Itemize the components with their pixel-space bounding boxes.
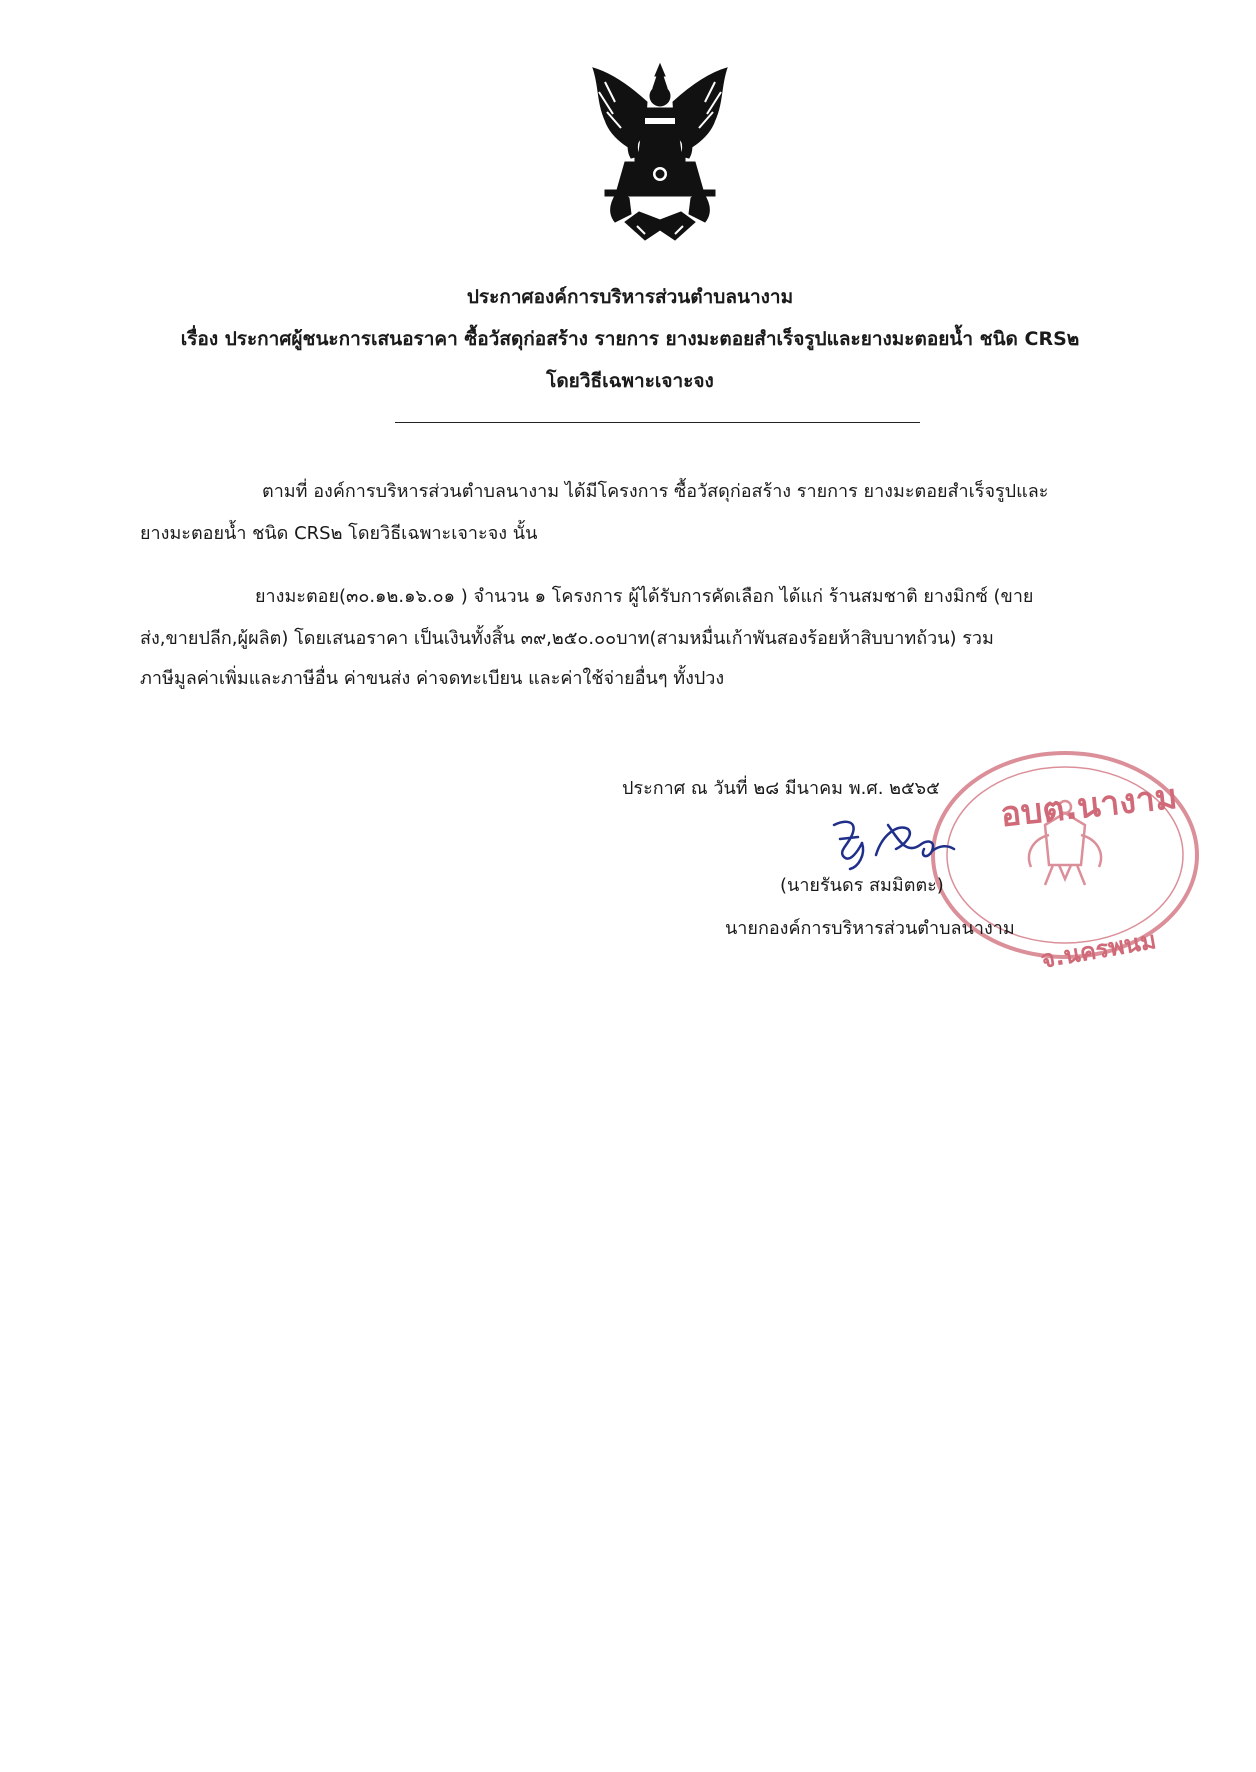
heading-divider: [395, 422, 920, 423]
body-paragraph-2-line-2: ส่ง,ขายปลีก,ผู้ผลิต) โดยเสนอราคา เป็นเงินทั้งสิ้น ๓๙,๒๕๐.๐๐บาท(สามหมื่นเก้าพันสองร้อยห้าสิบบาทถ้วน) รวม: [140, 628, 994, 649]
announcement-method: โดยวิธีเฉพาะเจาะจง: [546, 370, 714, 392]
announcement-title: ประกาศองค์การบริหารส่วนตำบลนางาม: [466, 286, 794, 308]
garuda-emblem-icon: [585, 62, 735, 242]
signatory-title: นายกองค์การบริหารส่วนตำบลนางาม: [725, 918, 1015, 939]
body-paragraph-2-line-3: ภาษีมูลค่าเพิ่มและภาษีอื่น ค่าขนส่ง ค่าจดทะเบียน และค่าใช้จ่ายอื่นๆ ทั้งปวง: [140, 668, 725, 689]
stamp-bottom-text: จ.นครพนม: [1038, 926, 1159, 974]
announcement-subject: เรื่อง ประกาศผู้ชนะการเสนอราคา ซื้อวัสดุก่อสร้าง รายการ ยางมะตอยสำเร็จรูปและยางมะตอยน้ำ ชนิด CRS๒: [180, 328, 1080, 350]
announcement-date: ประกาศ ณ วันที่ ๒๘ มีนาคม พ.ศ. ๒๕๖๕: [622, 778, 940, 799]
signatory-name: (นายรันดร สมมิตตะ): [780, 875, 944, 896]
stamp-top-text: อบต.นางาม: [998, 776, 1180, 836]
body-paragraph-1-line-2: ยางมะตอยน้ำ ชนิด CRS๒ โดยวิธีเฉพาะเจาะจง นั้น: [140, 523, 538, 544]
body-paragraph-1-line-1: ตามที่ องค์การบริหารส่วนตำบลนางาม ได้มีโครงการ ซื้อวัสดุก่อสร้าง รายการ ยางมะตอยสำเร็จรูปและ: [262, 481, 1049, 502]
signature-icon: [828, 815, 968, 875]
body-paragraph-2-line-1: ยางมะตอย(๓๐.๑๒.๑๖.๐๑ ) จำนวน ๑ โครงการ ผู้ได้รับการคัดเลือก ได้แก่ ร้านสมชาติ ยางมิกซ์ (ขาย: [255, 586, 1034, 607]
